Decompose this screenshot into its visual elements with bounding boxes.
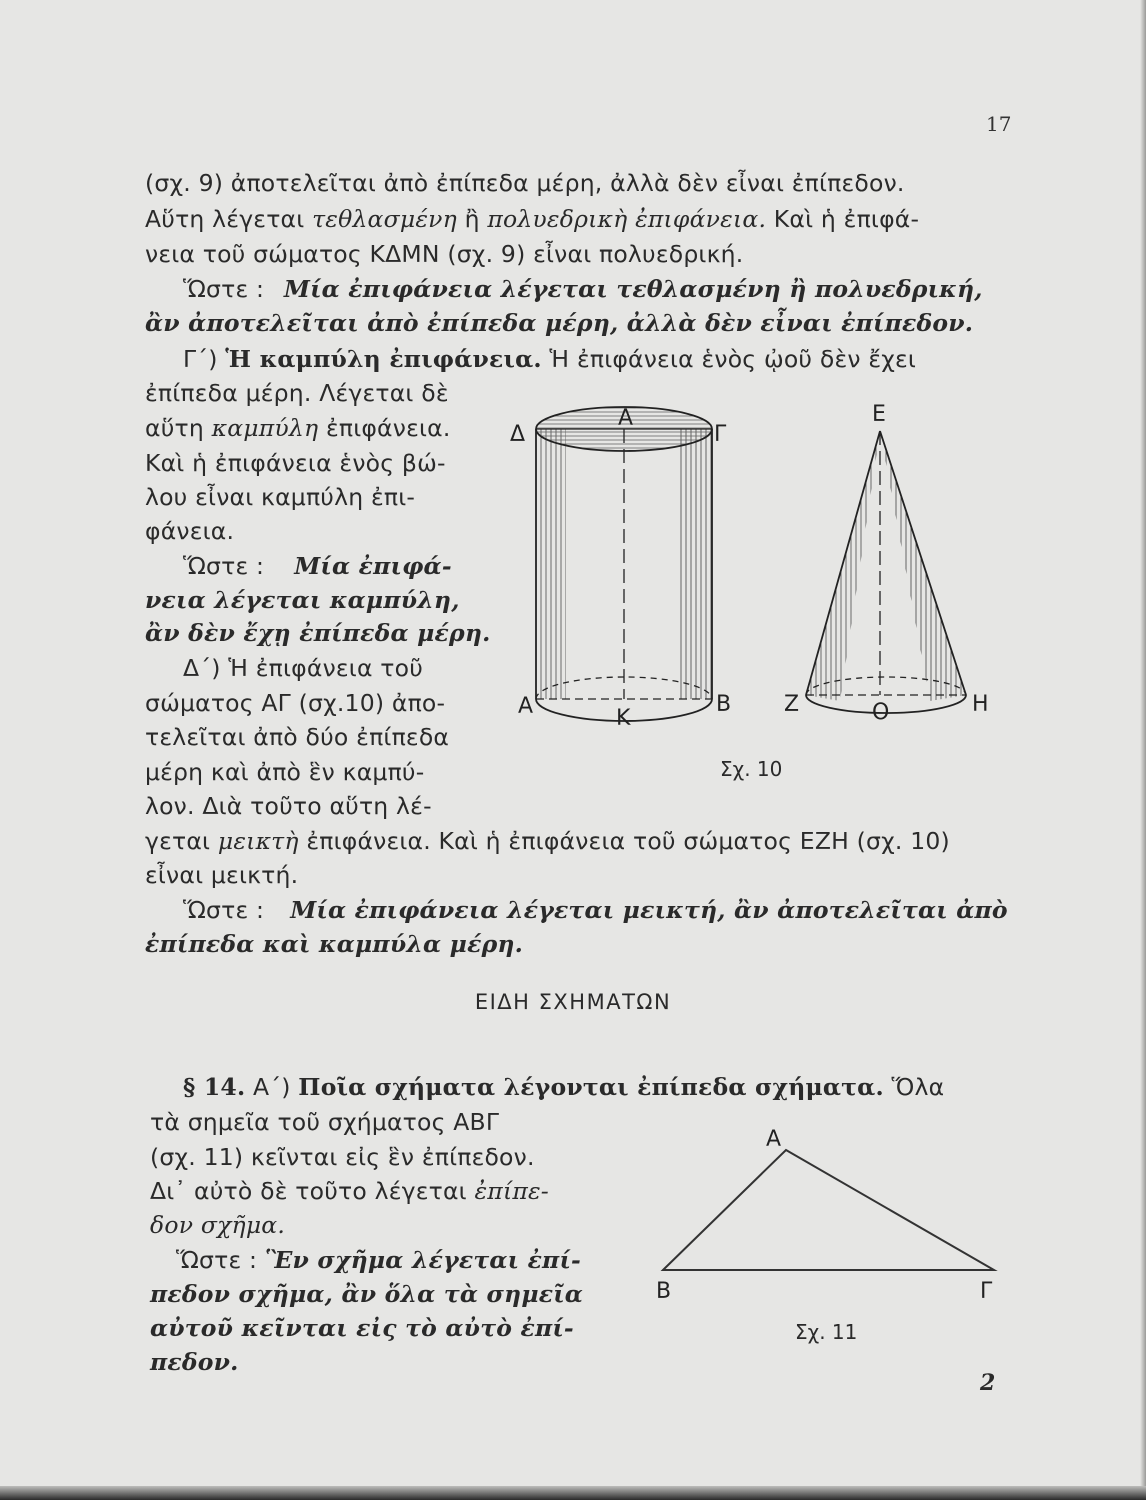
text-span: Ὥστε : (183, 552, 265, 580)
text-line (145, 826, 950, 856)
text-line (183, 274, 983, 304)
cylinder-drawing (536, 407, 712, 721)
label-B: Β (716, 692, 732, 717)
label-H: Η (972, 692, 989, 717)
page-number: 17 (986, 112, 1012, 136)
text-line (145, 757, 424, 787)
text-span: Α΄) (245, 1073, 299, 1101)
paragraph-number: § 14. (183, 1073, 246, 1101)
definition-text: νεια λέγεται καμπύλη, (145, 586, 460, 614)
definition-text: ἂν δὲν ἔχῃ ἐπίπεδα μέρη. (145, 619, 491, 647)
label-A-bottom: Α (518, 694, 534, 719)
text-line (183, 1072, 944, 1102)
page-bottom-edge (0, 1486, 1146, 1500)
cone-drawing (806, 431, 966, 713)
figure-10 (500, 395, 1010, 735)
text-line (145, 791, 432, 821)
text-line (183, 551, 452, 581)
text-span: Ὅλα (883, 1073, 945, 1101)
label-Gamma: Γ (714, 422, 727, 447)
section-heading: ΕΙΔΗ ΣΧΗΜΑΤΩΝ (474, 990, 672, 1014)
text-span: Δι᾽ αὐτὸ δὲ τοῦτο λέγεται (150, 1177, 475, 1205)
text-span: μέρη καὶ ἀπὸ ἓν καμπύ- (145, 758, 425, 786)
definition-text: ἐπίπεδα καὶ καμπύλα μέρη. (145, 930, 524, 958)
sheet-mark: 2 (980, 1370, 996, 1396)
text-line (145, 308, 973, 338)
text-span: Ἡ ἐπιφάνεια ἑνὸς ᾠοῦ δὲν ἔχει (541, 345, 917, 373)
text-line (176, 1245, 581, 1275)
definition-text: Ἓν σχῆμα λέγεται ἐπί- (264, 1246, 581, 1274)
text-line (150, 1279, 583, 1309)
text-span: (σχ. 11) κεῖνται εἰς ἓν ἐπίπεδον. (150, 1143, 535, 1171)
label-B: Β (656, 1279, 672, 1304)
definition-text: Μία ἐπιφάνεια λέγεται μεικτή, ἂν ἀποτελεῖται ἀπὸ (290, 896, 1008, 924)
text-line (150, 1210, 285, 1240)
text-span: νεια τοῦ σώματος ΚΔΜΝ (σχ. 9) εἶναι πολυεδρική. (145, 240, 744, 268)
text-line (145, 585, 460, 615)
definition-text: ἂν ἀποτελεῖται ἀπὸ ἐπίπεδα μέρη, ἀλλὰ δὲν εἶναι ἐπίπεδον. (145, 309, 974, 337)
text-span: λου εἶναι καμπύλη ἐπι- (145, 483, 416, 511)
label-E: Ε (872, 402, 886, 427)
section-title: Ποῖα σχήματα λέγονται ἐπίπεδα σχήματα. (298, 1073, 884, 1101)
text-line (145, 688, 445, 718)
text-line (150, 1313, 574, 1343)
text-line (145, 618, 491, 648)
text-span: Γ΄) (183, 345, 226, 373)
label-K: Κ (616, 706, 631, 731)
text-span: τὰ σημεῖα τοῦ σχήματος ΑΒΓ (150, 1108, 500, 1136)
text-line (183, 344, 916, 374)
text-line (150, 1142, 535, 1172)
text-span: λον. Διὰ τοῦτο αὕτη λέ- (145, 792, 432, 820)
text-span: φάνεια. (145, 517, 235, 545)
label-O: Ο (872, 700, 890, 725)
text-line (150, 1176, 549, 1206)
text-span: ἐπιφάνεια. Καὶ ἡ ἐπιφάνεια τοῦ σώματος ΕΖΗ (σχ. 10) (298, 827, 950, 855)
text-span: Ὥστε : (183, 275, 265, 303)
text-line (150, 1107, 499, 1137)
triangle-ABC (663, 1150, 994, 1270)
definition-text: πεδον σχῆμα, ἂν ὅλα τὰ σημεῖα (150, 1280, 584, 1308)
text-span: αὕτη (145, 414, 212, 442)
text-span: Ὥστε : (176, 1246, 265, 1274)
text-span: Καὶ ἡ ἐπιφά- (766, 205, 920, 233)
text-line (145, 722, 449, 752)
text-span: Καὶ ἡ ἐπιφάνεια ἑνὸς βώ- (145, 449, 446, 477)
text-line (145, 929, 523, 959)
text-span: Ὥστε : (183, 896, 265, 924)
definition-text: αὐτοῦ κεῖνται εἰς τὸ αὐτὸ ἐπί- (150, 1314, 574, 1342)
italic-term: πολυεδρικὴ ἐπιφάνεια. (487, 205, 767, 233)
italic-term: δον σχῆμα. (150, 1211, 286, 1239)
text-line (145, 239, 743, 269)
text-span: τελεῖται ἀπὸ δύο ἐπίπεδα (145, 723, 450, 751)
text-line (145, 204, 1009, 234)
italic-term: καμπύλη (211, 414, 319, 442)
text-span: εἶναι μεικτή. (145, 861, 299, 889)
text-line (183, 895, 1008, 925)
text-line (145, 378, 449, 408)
definition-text: Μία ἐπιφάνεια λέγεται τεθλασμένη ἢ πολυεδρική, (283, 275, 983, 303)
definition-text: Μία ἐπιφά- (294, 552, 452, 580)
text-line (183, 653, 423, 683)
label-A-top: Α (618, 406, 634, 431)
figure-11 (650, 1120, 1010, 1310)
italic-term: τεθλασμένη (312, 205, 457, 233)
figure-10-caption: Σχ. 10 (720, 757, 783, 781)
figure-11-caption: Σχ. 11 (795, 1320, 858, 1344)
text-span: γεται (145, 827, 218, 855)
label-Z: Ζ (784, 692, 800, 717)
text-line (145, 168, 1009, 198)
text-line (150, 1347, 239, 1377)
text-line (145, 860, 298, 890)
page-edge (1140, 0, 1146, 1500)
text-span: (σχ. 9) ἀποτελεῖται ἀπὸ ἐπίπεδα μέρη, ἀλλὰ δὲν εἶναι ἐπίπεδον. (145, 169, 905, 197)
text-span: ἐπιφάνεια. (318, 414, 451, 442)
text-span: ἐπίπεδα μέρη. Λέγεται δὲ (145, 379, 449, 407)
text-line (145, 482, 415, 512)
italic-term: μεικτὴ (217, 827, 299, 855)
definition-text: πεδον. (150, 1348, 239, 1376)
label-Delta: Δ (510, 422, 526, 447)
text-line (145, 448, 446, 478)
text-span: σώματος ΑΓ (σχ.10) ἀπο- (145, 689, 446, 717)
text-line (145, 516, 234, 546)
italic-term: ἐπίπε- (474, 1177, 549, 1205)
text-span: Αὕτη λέγεται (145, 205, 313, 233)
label-A: Α (766, 1127, 782, 1152)
text-span: Δ΄) Ἡ ἐπιφάνεια τοῦ (183, 654, 424, 682)
text-line (145, 413, 451, 443)
label-Gamma: Γ (980, 1279, 993, 1304)
section-title: Ἡ καμπύλη ἐπιφάνεια. (225, 345, 542, 373)
text-span: ἢ (456, 205, 488, 233)
